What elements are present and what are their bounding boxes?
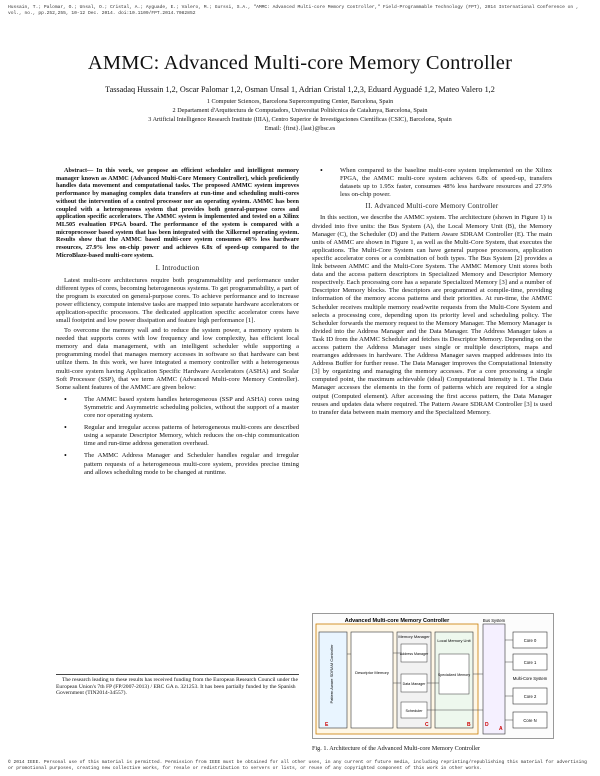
- feature-bullet-1: • The AMMC based system handles heterogeneous (SSP and ASHA) cores using Symmetric and Asymmetric scheduling policies, without the support of a master core nor operating system.: [84, 396, 299, 420]
- ammc-label: Advanced Multi-core Memory Controller: [344, 618, 450, 624]
- specialized-memory-label: Specialized Memory: [437, 673, 471, 677]
- left-column: [56, 167, 299, 481]
- core-0-label: Core 0: [523, 638, 537, 643]
- local-memory-label: Local Memory Unit: [437, 638, 471, 643]
- architecture-paragraph: In this section, we describe the AMMC system. The architecture (shown in Figure 1) is divided into five units: the Bus System (A), the Local Memory Unit (B), the Memory Manager (C), the Scheduler (D) and the Pattern Aware SDRAM Controller (E). The main units of AMMC are shown in Figure 1, as well as the Multi-Core System, that executes the applications. The Multi-Core System can have general purpose processors, application specific accelerator cores or a combination of both types. The Bus System [2] provides a link between AMMC and the Multi-Core System. The AMMC Memory Unit stores both data and the access pattern descriptors in Specialized Memory and Descriptor Memory respectively. Each processing core has a separate Specialized Memory [3] and a number of Descriptor Memory blocks. The descriptors are programmed at compile-time, providing information of the memory access patterns and their priorities. At run-time, the AMMC Scheduler receives multiple memory read/write requests from the Multi-Core System and selects a processing core, depending upon its priority level and scheduling policy. The Scheduler forwards the memory request to the Memory Manager. The Memory Manager is divided into the Address Manager and the Data Manager. The Address Manager takes a Task ID from the AMMC Scheduler and fetches its Descriptor Memory. Depending on the access pattern the Address Manager uses single or multiple descriptors, maps and rearranges addresses in hardware. The Address Manager saves mapped addresses into its Address Buffer for further reuse. The Data Manager improves the Computational Intensity [3] by organizing and managing the memory accesses. For a core processing a single computed point, the maximum achievable (ideal) Computational Intensity is 1. The Data Manager accesses the elements in the form of patterns which are required for a single output (Computed element). After accessing the first access pattern, the Data Manager reuses and updates data where required. The Pattern Aware SDRAM Controller [3] is used to transfer data between main memory and the Specialized Memory.: [312, 214, 552, 416]
- email: Email: {first}.{last}@bsc.es: [264, 125, 336, 132]
- multi-core-label: Multi-Core System: [512, 676, 548, 681]
- descriptor-memory-label: Descriptor Memory: [355, 670, 389, 675]
- feature-list: [56, 396, 299, 477]
- paper-title: AMMC: Advanced Multi-core Memory Controller: [87, 52, 513, 74]
- pattern-controller-label: Pattern Aware SDRAM Controller: [329, 644, 334, 704]
- data-manager-label: Data Manager: [402, 682, 426, 686]
- unit-e-label: E: [325, 722, 329, 728]
- intro-paragraph-2: To overcome the memory wall and to reduce the system power, a memory system is needed that supports cores with low frequency and low complexity, has efficient local memory and data management, with an intelligent scheduler while supporting a programming model that manages memory accesses in software so that hardware can best utilize them. In this work, we have integrated a memory controller with a heterogeneous multi-core system having Application Specific Hardware Accelerators (ASHA) and Scalar Soft Processor (SSP), that we term AMMC (Advanced Multi-core Memory Controller). Some salient features of the AMMC are given below:: [56, 327, 299, 391]
- core-1-label: Core 1: [523, 660, 537, 665]
- architecture-figure: [312, 613, 554, 739]
- intro-paragraph-1: Latest multi-core architectures require both programmability and performance under different types of cores, becoming heterogeneous systems. To get programmability, a part of the program is executed on general-purpose cores. To achieve performance and to increase power efficiency, compute intensive tasks are mapped into separate hardware accelerators or application-specific processors. The dedicated application specific accelerator cores have small footprint and low power dissipation and feature high performance [1].: [56, 276, 299, 324]
- feature-bullet-2: • Regular and irregular access patterns of heterogeneous multi-cores are described using a separate Descriptor Memory, which reduces the on-chip communication time and run-time address generation overhead.: [84, 424, 299, 448]
- section-heading-architecture: II. Advanced Multi-core Memory Controller: [365, 203, 499, 211]
- author-list: Tassadaq Hussain 1,2, Oscar Palomar 1,2, Osman Unsal 1, Adrian Cristal 1,2,3, Eduard Ayguadé 1,2, Mateo Valero 1,2: [105, 85, 495, 94]
- affiliations: [0, 97, 600, 133]
- citation-header: Hussain, T.; Palomar, O.; Unsal, O.; Cristal, A.; Ayguade, E.; Valero, M.; Gurssi, S.A., "AMMC: Advanced Multi-core Memory Controller," Field-Programmable Technology (FPT), 2014 International Conference on , vol., no., pp.252,255, 10-12 Dec. 2014. doi:10.1109/FPT.2014.7082852: [8, 5, 579, 16]
- right-column: [312, 167, 552, 419]
- bus-system-box: [483, 624, 505, 734]
- core-2-label: Core 2: [523, 694, 537, 699]
- abstract: Abstract— In this work, we propose an efficient scheduler and intelligent memory manager known as AMMC (Advanced Multi-Core Memory Controller), which proficiently handles data movement and computational tasks. The proposed AMMC system improves performance by managing complex data transfers at run-time and scheduling multi-cores without the intervention of a control processor nor an operating system. AMMC has been coupled with a heterogeneous system that provides both general-purpose cores and application specific accelerators. The AMMC system is implemented and tested on a Xilinx ML505 evaluation FPGA board. The performance of the system is compared with a microprocessor based system that has been integrated with the Xilkernel operating system. Results show that the AMMC based multi-core system consumes 48% less hardware resources, 27.9% less on-chip power and achieves 6.8x of speed-up compared to the MicroBlaze-based multi-core system.: [56, 167, 299, 259]
- bus-system-label: Bus System: [482, 618, 506, 623]
- scheduler-label: Scheduler: [405, 709, 423, 713]
- unit-d-label: D: [485, 722, 489, 728]
- feature-bullet-4: • When compared to the baseline multi-core system implemented on the Xilinx FPGA, the AMMC multi-core system achieves 6.8x of speed-up, transfers datasets up to 1.95x faster, consumes 48% less hardware resources and 27.9% less on-chip power.: [340, 167, 552, 199]
- core-n-label: Core N: [523, 718, 537, 723]
- affiliation-1: 1 Computer Sciences, Barcelona Supercomputing Center, Barcelona, Spain: [206, 98, 394, 105]
- feature-bullet-3: • The AMMC Address Manager and Scheduler handles regular and irregular pattern requests of a heterogeneous multi-core system, provides precise timing and allows scheduling mode to be changed at runtime.: [84, 452, 299, 476]
- memory-manager-label: Memory Manager: [398, 634, 430, 639]
- copyright-notice: © 2014 IEEE. Personal use of this material is permitted. Permission from IEEE must be obtained for all other uses, in any current or future media, including reprinting/republishing this material for advertising or promotional purposes, creating new collective works, for resale or redistribution to servers or lists, or reuse of any copyrighted component of this work in other works.: [8, 760, 587, 771]
- unit-c-label: C: [425, 722, 429, 728]
- architecture-diagram: [313, 614, 553, 738]
- address-manager-label: Address Manager: [399, 652, 429, 656]
- affiliation-3: 3 Artificial Intelligence Research Institute (IIIA), Centro Superior de Investigaciones Científicas (CSIC), Barcelona, Spain: [148, 116, 452, 123]
- feature-list-continued: [312, 167, 552, 199]
- section-heading-introduction: I. Introduction: [155, 265, 200, 273]
- descriptor-memory-box: [351, 632, 393, 728]
- unit-a-label: A: [499, 726, 503, 732]
- affiliation-2: 2 Departament d'Arquitectura de Computadors, Universitat Politècnica de Catalunya, Barcelona, Spain: [172, 107, 428, 114]
- unit-b-label: B: [467, 722, 471, 728]
- funding-footnote: The research leading to these results has received funding from the European Research Council under the European Union's 7th FP (FP/2007-2013) / ERC GA n. 321253. It has been partially funded by the Spanish Government (TIN2014-34557).: [56, 674, 299, 697]
- figure-caption: Fig. 1. Architecture of the Advanced Multi-core Memory Controller: [312, 745, 481, 752]
